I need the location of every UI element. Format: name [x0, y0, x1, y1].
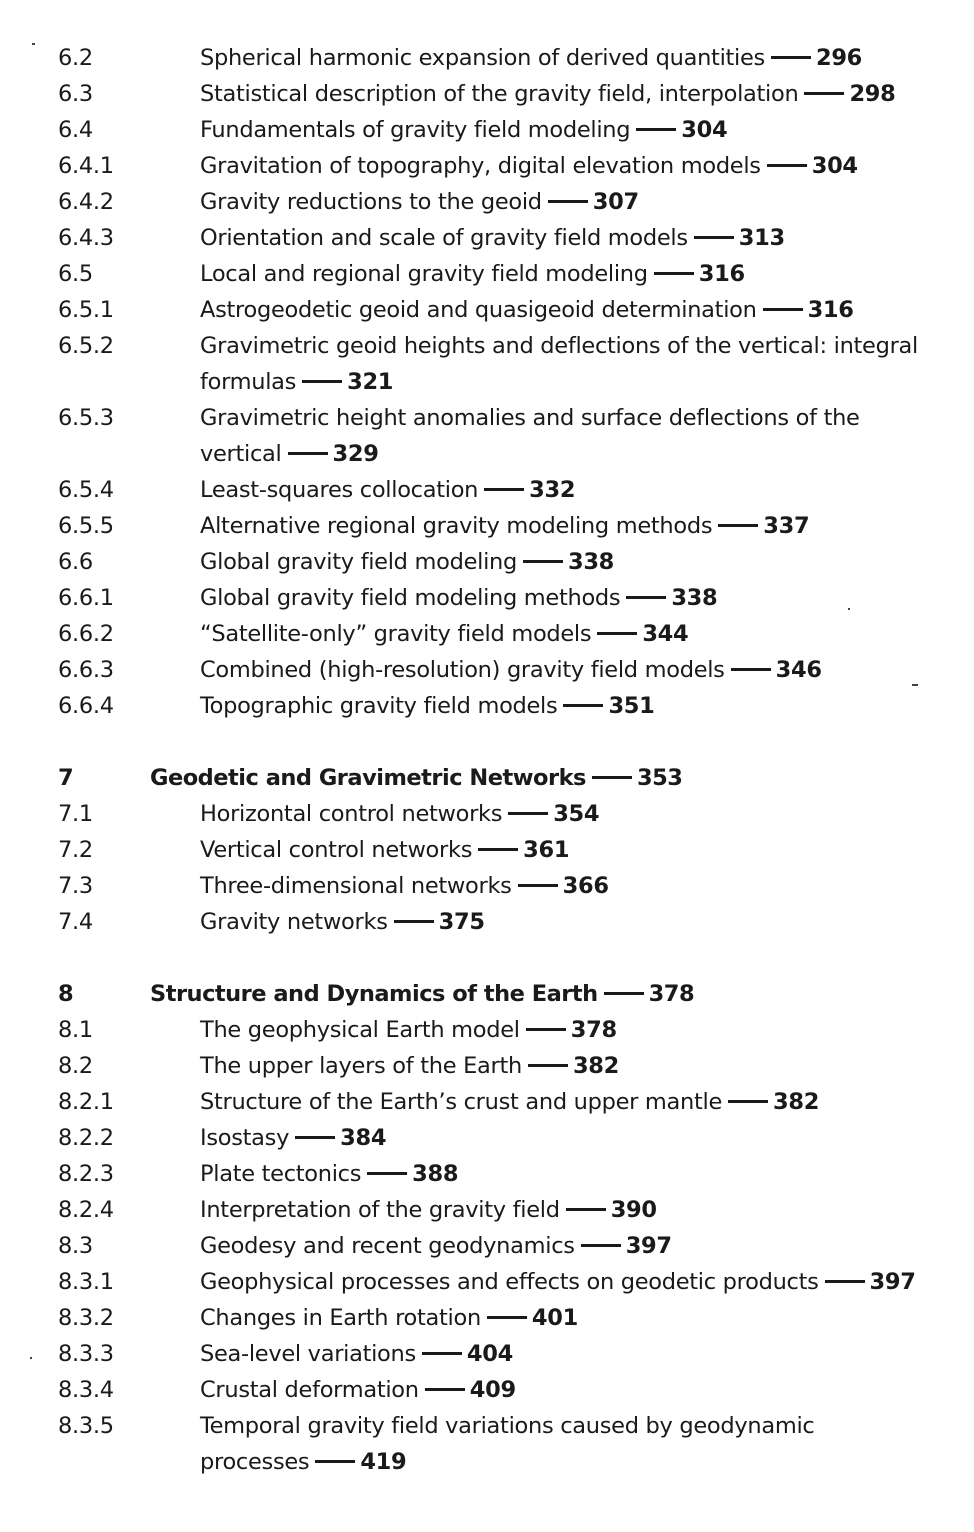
leader-dash [526, 1028, 566, 1031]
leader-dash [548, 200, 588, 203]
section-title: Fundamentals of gravity field modeling [200, 117, 631, 143]
leader-dash [597, 632, 637, 635]
section-title-line [200, 796, 928, 832]
section-title-line [200, 1228, 928, 1264]
toc-entry[interactable] [58, 1336, 928, 1372]
toc-entry[interactable] [58, 40, 928, 76]
leader-dash [315, 1460, 355, 1463]
toc-entry[interactable] [58, 1048, 928, 1084]
page-number: 346 [775, 657, 822, 683]
toc-entry[interactable] [58, 1192, 928, 1228]
page-number: 401 [531, 1305, 578, 1331]
section-number: 8.2.1 [58, 1089, 114, 1115]
toc-entry[interactable] [58, 1012, 928, 1048]
leader-dash [718, 524, 758, 527]
page-number: 332 [529, 477, 576, 503]
section-number: 6.6.4 [58, 693, 114, 719]
toc-entry[interactable] [58, 1300, 928, 1336]
leader-dash [581, 1244, 621, 1247]
section-title: Topographic gravity field models [200, 693, 558, 719]
section-number: 6.2 [58, 45, 93, 71]
toc-entry[interactable] [58, 544, 928, 580]
section-title-line [200, 616, 928, 652]
chapter-title-line [150, 760, 928, 796]
section-title: Interpretation of the gravity field [200, 1197, 560, 1223]
page-number: 304 [681, 117, 728, 143]
chapter-number: 7 [58, 765, 74, 791]
scan-speck [912, 684, 918, 686]
section-title: Local and regional gravity field modeling [200, 261, 648, 287]
section-number: 7.3 [58, 873, 93, 899]
section-title-line [200, 40, 928, 76]
page-number: 304 [811, 153, 858, 179]
section-number: 8.2.4 [58, 1197, 114, 1223]
section-number: 6.6.1 [58, 585, 114, 611]
section-title-line [200, 652, 928, 688]
chapter-heading[interactable] [58, 976, 928, 1012]
toc-entry[interactable] [58, 256, 928, 292]
section-number: 8.3.2 [58, 1305, 114, 1331]
section-title: Gravity networks [200, 909, 388, 935]
page-number: 382 [572, 1053, 620, 1079]
toc-entry[interactable] [58, 220, 928, 256]
toc-entry[interactable] [58, 1372, 928, 1408]
section-title: Gravimetric height anomalies and surface deflections of the [200, 405, 860, 431]
section-title-continued: vertical [200, 441, 282, 467]
section-title: Three-dimensional networks [200, 873, 512, 899]
section-title: Spherical harmonic expansion of derived quantities [200, 45, 765, 71]
section-number: 6.5 [58, 261, 93, 287]
section-title: Isostasy [200, 1125, 290, 1151]
toc-entry[interactable] [58, 904, 928, 940]
page-number: 375 [438, 909, 485, 935]
page-number: 384 [340, 1125, 387, 1151]
section-title-line [200, 76, 928, 112]
section-number: 8.2.2 [58, 1125, 114, 1151]
toc-entry[interactable] [58, 400, 928, 472]
section-number: 8.3.3 [58, 1341, 114, 1367]
leader-dash [731, 668, 771, 671]
toc-entry[interactable] [58, 148, 928, 184]
section-title-line [200, 256, 928, 292]
toc-entry[interactable] [58, 832, 928, 868]
page-number: 316 [698, 261, 745, 287]
leader-dash [367, 1172, 407, 1175]
section-number: 6.5.2 [58, 333, 114, 359]
section-number: 6.5.1 [58, 297, 114, 323]
section-title: The upper layers of the Earth [200, 1053, 522, 1079]
section-title-line [200, 112, 928, 148]
section-title-line [200, 688, 928, 724]
section-number: 7.1 [58, 801, 93, 827]
section-number: 8.2 [58, 1053, 93, 1079]
page-number: 329 [332, 441, 379, 467]
section-number: 7.4 [58, 909, 93, 935]
page-number: 419 [360, 1449, 407, 1475]
toc-entry[interactable] [58, 112, 928, 148]
leader-dash [694, 236, 734, 239]
section-number: 6.4 [58, 117, 93, 143]
leader-dash [518, 884, 558, 887]
leader-dash [484, 488, 524, 491]
section-title-line [200, 580, 928, 616]
page-number: 388 [412, 1161, 459, 1187]
leader-dash [728, 1100, 768, 1103]
section-title: Structure of the Earth’s crust and upper mantle [200, 1089, 723, 1115]
section-title-line [200, 472, 928, 508]
section-number: 6.6 [58, 549, 93, 575]
section-title: Changes in Earth rotation [200, 1305, 481, 1331]
section-title: Gravitation of topography, digital elevation models [200, 153, 761, 179]
page-number: 378 [648, 981, 695, 1007]
page-number: 321 [347, 369, 394, 395]
section-title-line [200, 148, 928, 184]
scan-speck [30, 1357, 32, 1359]
section-number: 6.4.1 [58, 153, 114, 179]
section-title-line [200, 868, 928, 904]
toc-entry[interactable] [58, 508, 928, 544]
toc-entry[interactable] [58, 1408, 928, 1480]
section-title-line [200, 220, 928, 256]
section-number: 6.6.2 [58, 621, 114, 647]
leader-dash [626, 596, 666, 599]
leader-dash [523, 560, 563, 563]
section-title-line [200, 292, 928, 328]
section-title: Vertical control networks [200, 837, 473, 863]
section-title-line [200, 1300, 928, 1336]
section-title-line [200, 1048, 928, 1084]
toc-entry[interactable] [58, 1120, 928, 1156]
page-number: 378 [570, 1017, 617, 1043]
page-number: 409 [469, 1377, 516, 1403]
leader-dash [295, 1136, 335, 1139]
section-number: 6.4.3 [58, 225, 114, 251]
page-number: 361 [523, 837, 570, 863]
section-title: Global gravity field modeling methods [200, 585, 621, 611]
chapter-number: 8 [58, 981, 74, 1007]
section-number: 6.5.4 [58, 477, 114, 503]
leader-dash [566, 1208, 606, 1211]
section-number: 6.3 [58, 81, 93, 107]
section-title: Geophysical processes and effects on geodetic products [200, 1269, 819, 1295]
section-title: Gravimetric geoid heights and deflections of the vertical: integral [200, 333, 918, 359]
section-title: Least-squares collocation [200, 477, 479, 503]
page-number: 307 [592, 189, 639, 215]
section-title: Gravity reductions to the geoid [200, 189, 542, 215]
section-number: 8.3.1 [58, 1269, 114, 1295]
section-title-line [200, 1120, 928, 1156]
leader-dash [804, 92, 844, 95]
leader-dash [767, 164, 807, 167]
section-title: Crustal deformation [200, 1377, 419, 1403]
chapter-title-line [150, 976, 928, 1012]
section-title-line [200, 1192, 928, 1228]
leader-dash [604, 992, 644, 995]
leader-dash [636, 128, 676, 131]
section-title-continued: formulas [200, 369, 297, 395]
leader-dash [771, 56, 811, 59]
section-title-line [200, 832, 928, 868]
scan-speck [848, 608, 850, 610]
toc-entry[interactable] [58, 184, 928, 220]
section-title: Astrogeodetic geoid and quasigeoid determination [200, 297, 757, 323]
page-number: 351 [608, 693, 655, 719]
leader-dash [563, 704, 603, 707]
toc-entry[interactable] [58, 652, 928, 688]
page-number: 338 [567, 549, 615, 575]
toc-entry[interactable] [58, 1228, 928, 1264]
page-number: 313 [738, 225, 785, 251]
section-title: Horizontal control networks [200, 801, 503, 827]
page-number: 382 [773, 1089, 820, 1115]
section-title: Temporal gravity field variations caused by geodynamic [200, 1413, 815, 1439]
section-title-line [200, 1408, 928, 1480]
section-title-line [200, 1336, 928, 1372]
section-spacer [58, 940, 928, 976]
page-number: 337 [763, 513, 810, 539]
section-number: 8.2.3 [58, 1161, 114, 1187]
toc-entry[interactable] [58, 472, 928, 508]
leader-dash [302, 380, 342, 383]
toc-entry[interactable] [58, 580, 928, 616]
page-number: 296 [815, 45, 863, 71]
leader-dash [528, 1064, 568, 1067]
section-title-line [200, 184, 928, 220]
page-number: 404 [466, 1341, 513, 1367]
toc-entry[interactable] [58, 328, 928, 400]
page-number: 316 [807, 297, 854, 323]
section-number: 7.2 [58, 837, 93, 863]
section-title-line [200, 1156, 928, 1192]
section-number: 6.4.2 [58, 189, 114, 215]
section-title-line [200, 508, 928, 544]
toc-entry[interactable] [58, 76, 928, 112]
scan-speck [32, 43, 35, 45]
toc-entry[interactable] [58, 688, 928, 724]
section-number: 8.3 [58, 1233, 93, 1259]
section-title: Alternative regional gravity modeling methods [200, 513, 713, 539]
section-title: Orientation and scale of gravity field models [200, 225, 688, 251]
leader-dash [825, 1280, 865, 1283]
toc-entry[interactable] [58, 796, 928, 832]
page-number: 344 [642, 621, 689, 647]
page-number: 353 [636, 765, 683, 791]
page-number: 338 [671, 585, 718, 611]
section-number: 6.5.5 [58, 513, 114, 539]
section-title: “Satellite-only” gravity field models [200, 621, 592, 647]
page-number: 298 [849, 81, 896, 107]
section-title-line [200, 544, 928, 580]
leader-dash [394, 920, 434, 923]
leader-dash [288, 452, 328, 455]
leader-dash [425, 1388, 465, 1391]
chapter-title: Geodetic and Gravimetric Networks [150, 765, 586, 791]
section-title: Statistical description of the gravity field, interpolation [200, 81, 799, 107]
section-title-line [200, 1084, 928, 1120]
section-spacer [58, 724, 928, 760]
leader-dash [654, 272, 694, 275]
page-number: 354 [553, 801, 600, 827]
section-title-line [200, 1264, 928, 1300]
section-title: Plate tectonics [200, 1161, 362, 1187]
section-number: 6.5.3 [58, 405, 114, 431]
section-number: 8.3.4 [58, 1377, 114, 1403]
leader-dash [487, 1316, 527, 1319]
toc-entry[interactable] [58, 292, 928, 328]
section-title-line [200, 400, 928, 472]
page-number: 390 [610, 1197, 657, 1223]
section-title-continued: processes [200, 1449, 310, 1475]
toc-entry[interactable] [58, 868, 928, 904]
section-title-line [200, 904, 928, 940]
leader-dash [592, 776, 632, 779]
leader-dash [763, 308, 803, 311]
chapter-heading[interactable] [58, 760, 928, 796]
section-number: 8.3.5 [58, 1413, 114, 1439]
section-title: Combined (high-resolution) gravity field models [200, 657, 725, 683]
section-number: 8.1 [58, 1017, 93, 1043]
section-title: Sea-level variations [200, 1341, 416, 1367]
section-title-line [200, 328, 928, 400]
page-number: 397 [869, 1269, 916, 1295]
toc-entry[interactable] [58, 616, 928, 652]
chapter-title: Structure and Dynamics of the Earth [150, 981, 598, 1007]
leader-dash [478, 848, 518, 851]
section-title: The geophysical Earth model [200, 1017, 520, 1043]
toc-entry[interactable] [58, 1156, 928, 1192]
section-title: Geodesy and recent geodynamics [200, 1233, 575, 1259]
toc-entry[interactable] [58, 1084, 928, 1120]
section-number: 6.6.3 [58, 657, 114, 683]
page-number: 397 [625, 1233, 672, 1259]
page-number: 366 [562, 873, 609, 899]
leader-dash [508, 812, 548, 815]
table-of-contents [58, 40, 928, 1480]
toc-entry[interactable] [58, 1264, 928, 1300]
section-title-line [200, 1012, 928, 1048]
leader-dash [422, 1352, 462, 1355]
section-title: Global gravity field modeling [200, 549, 517, 575]
section-title-line [200, 1372, 928, 1408]
